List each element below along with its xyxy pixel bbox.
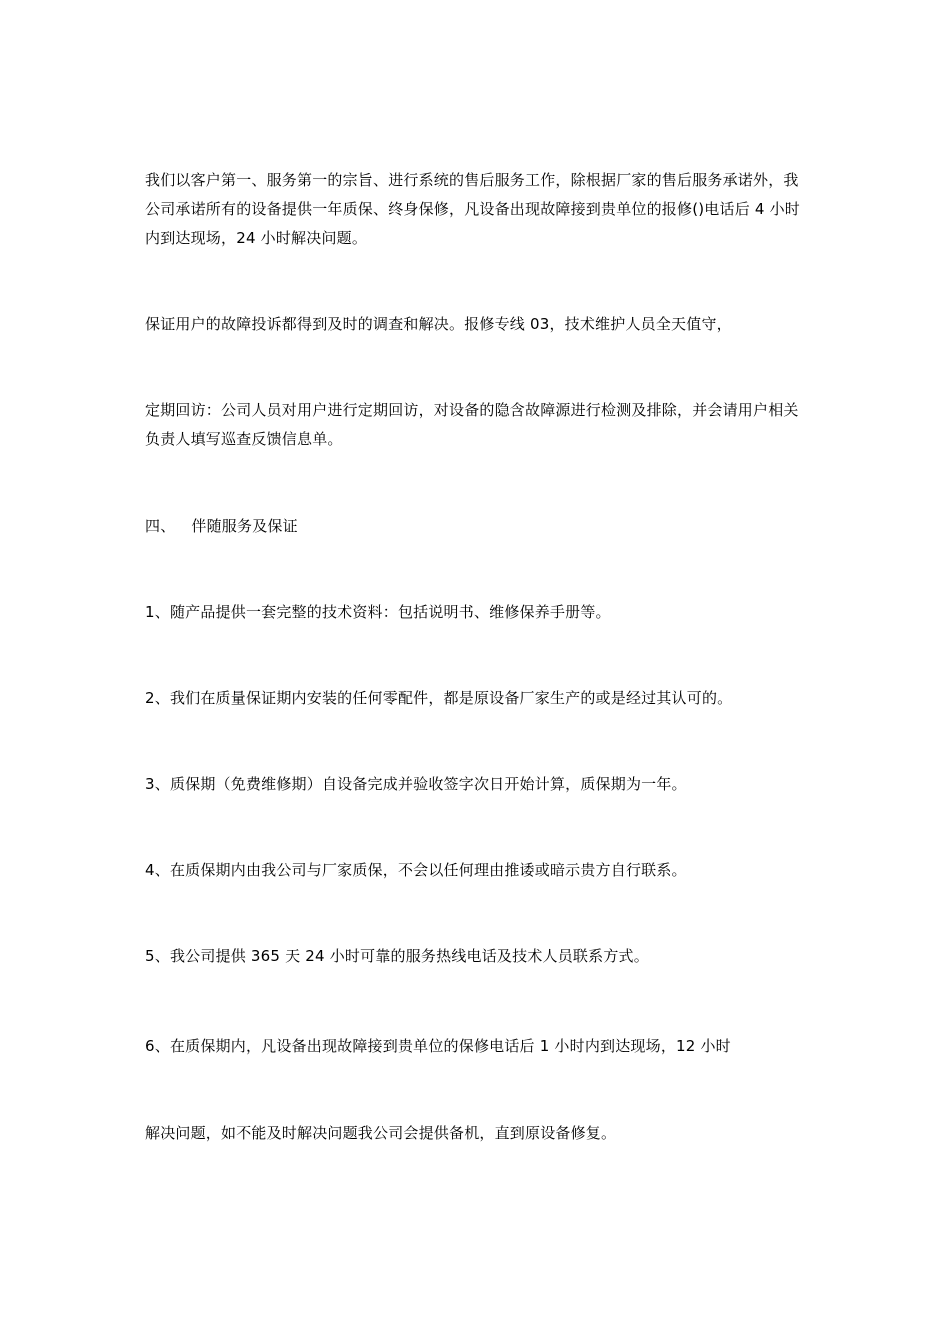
list-item: 6、在质保期内，凡设备出现故障接到贵单位的保修电话后 1 小时内到达现场，12 小时 — [145, 1037, 731, 1055]
return-visit-paragraph: 定期回访：公司人员对用户进行定期回访，对设备的隐含故障源进行检测及排除，并会请用户相关负责人填写巡查反馈信息单。 — [145, 401, 799, 448]
list-item: 4、在质保期内由我公司与厂家质保，不会以任何理由推诿或暗示贵方自行联系。 — [145, 861, 687, 879]
section-heading — [145, 512, 813, 541]
list-item: 3、质保期（免费维修期）自设备完成并验收签字次日开始计算，质保期为一年。 — [145, 775, 687, 793]
section-heading-number: 四、 — [145, 517, 176, 535]
section-heading-title: 伴随服务及保证 — [191, 517, 298, 535]
closing-paragraph: 解决问题，如不能及时解决问题我公司会提供备机，直到原设备修复。 — [145, 1124, 617, 1142]
complaint-paragraph: 保证用户的故障投诉都得到及时的调查和解决。报修专线 03，技术维护人员全天值守， — [145, 315, 732, 333]
list-item: 2、我们在质量保证期内安装的任何零配件，都是原设备厂家生产的或是经过其认可的。 — [145, 689, 733, 707]
list-item: 1、随产品提供一套完整的技术资料：包括说明书、维修保养手册等。 — [145, 603, 611, 621]
intro-paragraph: 我们以客户第一、服务第一的宗旨、进行系统的售后服务工作，除根据厂家的售后服务承诺外，我公司承诺所有的设备提供一年质保、终身保修，凡设备出现故障接到贵单位的报修()电话后 4 小时内到达现场，24 小时解决问题。 — [145, 171, 800, 247]
list-item: 5、我公司提供 365 天 24 小时可靠的服务热线电话及技术人员联系方式。 — [145, 947, 649, 965]
